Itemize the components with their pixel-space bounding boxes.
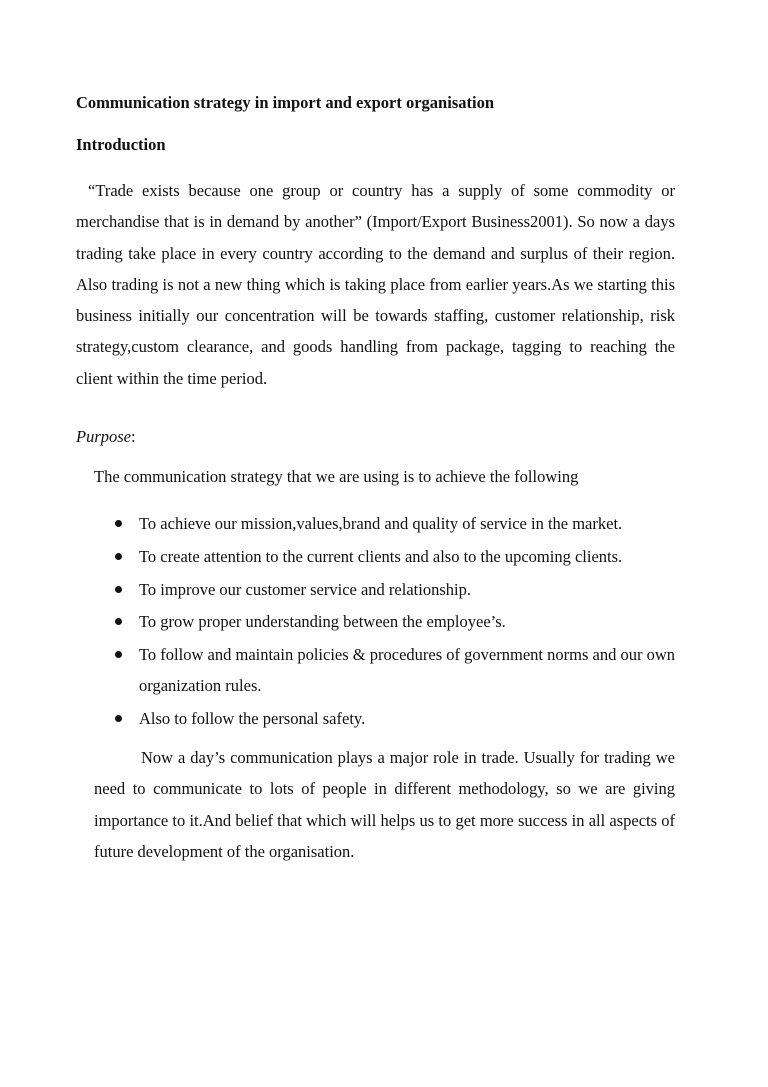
document-title: Communication strategy in import and export organisation [76, 93, 494, 112]
purpose-label [76, 426, 136, 448]
purpose-lead-sentence: The communication strategy that we are using is to achieve the following [94, 467, 579, 486]
list-item [111, 703, 675, 734]
list-item-text: To improve our customer service and relationship. [139, 579, 471, 599]
list-item [111, 574, 675, 605]
list-item [111, 508, 675, 539]
bullet-icon [115, 715, 122, 722]
bullet-icon [115, 520, 122, 527]
list-item [111, 639, 675, 702]
list-item [111, 541, 675, 572]
bullet-icon [115, 651, 122, 658]
purpose-bullet-list [111, 508, 675, 736]
list-item-text: Also to follow the personal safety. [139, 709, 366, 729]
list-item-text: To create attention to the current clients and also to the upcoming clients. [139, 546, 623, 566]
introduction-paragraph: “Trade exists because one group or country has a supply of some commodity or merchandise that is in demand by another” (Import/Export Business2001). So now a days trading take place in every country according to the demand and surplus of their region. Also trading is not a new thing which is taking place from earlier years.As we starting this business initially our concentration will be towards staffing, customer relationship, risk strategy,custom clearance, and goods handling from package, tagging to reaching the client within the time period. [76, 181, 675, 388]
bullet-icon [115, 586, 122, 593]
introduction-heading: Introduction [76, 135, 166, 154]
list-item [111, 606, 675, 637]
closing-paragraph: Now a day’s communication plays a major role in trade. Usually for trading we need to communicate to lots of people in different methodology, so we are giving importance to it.And belief that which will helps us to get more success in all aspects of future development of the organisation. [94, 748, 675, 861]
bullet-icon [115, 618, 122, 625]
bullet-icon [115, 553, 122, 560]
purpose-label-colon: : [131, 427, 136, 446]
purpose-label-text: Purpose [76, 427, 131, 446]
list-item-text: To achieve our mission,values,brand and quality of service in the market. [139, 514, 623, 533]
list-item-text: To follow and maintain policies & procedures of government norms and our own organization rules. [139, 645, 675, 696]
list-item-text: To grow proper understanding between the employee’s. [139, 612, 506, 632]
